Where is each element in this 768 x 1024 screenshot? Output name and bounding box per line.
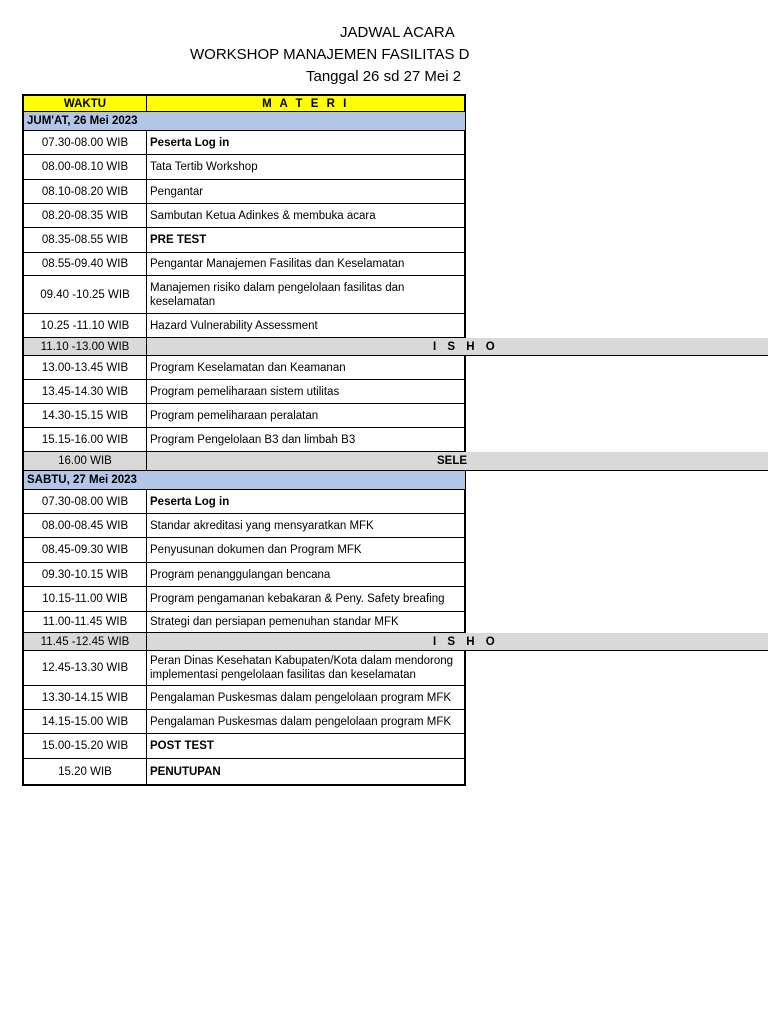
materi-cell: Program pemeliharaan peralatan <box>147 404 466 428</box>
materi-cell: Hazard Vulnerability Assessment <box>147 314 466 338</box>
break-cell <box>147 452 768 471</box>
title-line-2: WORKSHOP MANAJEMEN FASILITAS D <box>190 46 470 63</box>
break-cell <box>147 633 768 651</box>
title-line-3: Tanggal 26 sd 27 Mei 2 <box>306 68 462 85</box>
time-cell: 09.40 -10.25 WIB <box>22 276 147 314</box>
schedule-row <box>22 710 644 734</box>
header-waktu: WAKTU <box>22 94 147 112</box>
materi-cell: Sambutan Ketua Adinkes & membuka acara <box>147 204 466 228</box>
schedule-row <box>22 759 644 786</box>
materi-cell: Program penanggulangan bencana <box>147 563 466 587</box>
time-cell: 14.15-15.00 WIB <box>22 710 147 734</box>
schedule-row <box>22 651 644 686</box>
schedule-row <box>22 563 644 587</box>
materi-cell: PENUTUPAN <box>147 759 466 786</box>
time-cell: 07.30-08.00 WIB <box>22 490 147 514</box>
break-label: I S H O <box>433 635 499 648</box>
time-cell: 15.00-15.20 WIB <box>22 734 147 759</box>
schedule-row <box>22 276 644 314</box>
day-label: SABTU, 27 Mei 2023 <box>22 471 466 490</box>
time-cell: 11.10 -13.00 WIB <box>22 338 147 356</box>
time-cell: 15.15-16.00 WIB <box>22 428 147 452</box>
schedule-row <box>22 734 644 759</box>
schedule-row <box>22 356 644 380</box>
schedule-row <box>22 587 644 612</box>
materi-cell: Penyusunan dokumen dan Program MFK <box>147 538 466 563</box>
time-cell: 09.30-10.15 WIB <box>22 563 147 587</box>
break-label: SELE <box>437 455 468 467</box>
schedule-row <box>22 155 644 180</box>
schedule-row <box>22 253 644 276</box>
break-label: I S H O <box>433 340 499 353</box>
materi-cell: Peran Dinas Kesehatan Kabupaten/Kota dalam mendorong implementasi pengelolaan fasilitas dan keselamatan <box>147 651 466 686</box>
time-cell: 10.25 -11.10 WIB <box>22 314 147 338</box>
schedule-row <box>22 204 644 228</box>
time-cell: 08.00-08.10 WIB <box>22 155 147 180</box>
time-cell: 13.00-13.45 WIB <box>22 356 147 380</box>
time-cell: 13.30-14.15 WIB <box>22 686 147 710</box>
time-cell: 08.55-09.40 WIB <box>22 253 147 276</box>
time-cell: 08.45-09.30 WIB <box>22 538 147 563</box>
time-cell: 16.00 WIB <box>22 452 147 471</box>
time-cell: 11.00-11.45 WIB <box>22 612 147 633</box>
title-line-1: JADWAL ACARA <box>340 24 455 41</box>
schedule-row <box>22 514 644 538</box>
materi-cell: Program Pengelolaan B3 dan limbah B3 <box>147 428 466 452</box>
schedule-row <box>22 404 644 428</box>
schedule-row <box>22 380 644 404</box>
schedule-row <box>22 180 644 204</box>
schedule-row <box>22 314 644 338</box>
schedule-row <box>22 538 644 563</box>
time-cell: 13.45-14.30 WIB <box>22 380 147 404</box>
schedule-row <box>22 228 644 253</box>
materi-cell: Program pengamanan kebakaran & Peny. Safety breafing <box>147 587 466 612</box>
time-cell: 08.20-08.35 WIB <box>22 204 147 228</box>
break-cell <box>147 338 768 356</box>
day-label: JUM'AT, 26 Mei 2023 <box>22 112 466 131</box>
materi-cell: Program pemeliharaan sistem utilitas <box>147 380 466 404</box>
time-cell: 15.20 WIB <box>22 759 147 786</box>
table-header-row <box>22 94 644 112</box>
time-cell: 12.45-13.30 WIB <box>22 651 147 686</box>
break-row <box>22 452 644 471</box>
schedule-row <box>22 612 644 633</box>
materi-cell: Peserta Log in <box>147 131 466 155</box>
materi-cell: Manajemen risiko dalam pengelolaan fasilitas dan keselamatan <box>147 276 466 314</box>
time-cell: 11.45 -12.45 WIB <box>22 633 147 651</box>
time-cell: 08.35-08.55 WIB <box>22 228 147 253</box>
time-cell: 14.30-15.15 WIB <box>22 404 147 428</box>
materi-cell: POST TEST <box>147 734 466 759</box>
schedule-row <box>22 686 644 710</box>
day-row <box>22 471 644 490</box>
materi-cell: Strategi dan persiapan pemenuhan standar MFK <box>147 612 466 633</box>
materi-cell: Tata Tertib Workshop <box>147 155 466 180</box>
time-cell: 08.10-08.20 WIB <box>22 180 147 204</box>
header-materi: M A T E R I <box>147 94 466 112</box>
day-row <box>22 112 644 131</box>
break-row <box>22 338 644 356</box>
time-cell: 10.15-11.00 WIB <box>22 587 147 612</box>
schedule-row <box>22 428 644 452</box>
materi-cell: Peserta Log in <box>147 490 466 514</box>
time-cell: 07.30-08.00 WIB <box>22 131 147 155</box>
materi-cell: Pengantar <box>147 180 466 204</box>
materi-cell: Pengalaman Puskesmas dalam pengelolaan program MFK <box>147 710 466 734</box>
materi-cell: Standar akreditasi yang mensyaratkan MFK <box>147 514 466 538</box>
schedule-row <box>22 490 644 514</box>
materi-cell: Pengalaman Puskesmas dalam pengelolaan program MFK <box>147 686 466 710</box>
schedule-row <box>22 131 644 155</box>
materi-cell: PRE TEST <box>147 228 466 253</box>
materi-cell: Program Keselamatan dan Keamanan <box>147 356 466 380</box>
materi-cell: Pengantar Manajemen Fasilitas dan Keselamatan <box>147 253 466 276</box>
time-cell: 08.00-08.45 WIB <box>22 514 147 538</box>
break-row <box>22 633 644 651</box>
